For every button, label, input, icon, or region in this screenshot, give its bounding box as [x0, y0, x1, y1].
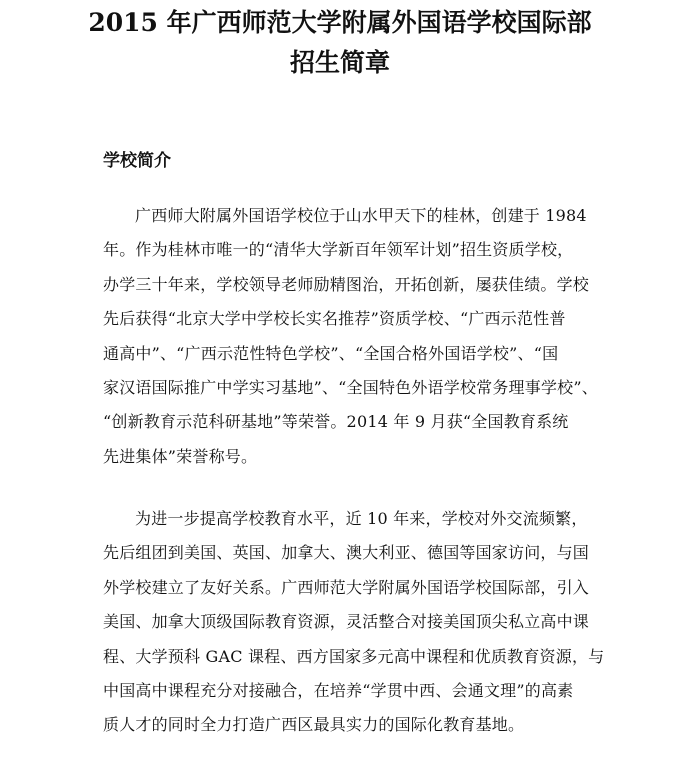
paragraph-line: 中国高中课程充分对接融合，在培养“学贯中西、会通文理”的高素 — [103, 680, 574, 700]
page-title: 2015 年广西师范大学附属外国语学校国际部 — [88, 8, 592, 37]
paragraph-line: 质人才的同时全力打造广西区最具实力的国际化教育基地。 — [103, 715, 525, 735]
paragraph-line: 美国、加拿大顶级国际教育资源，灵活整合对接美国顶尖私立高中课 — [103, 612, 590, 632]
paragraph-line: 程、大学预科 GAC 课程、西方国家多元高中课程和优质教育资源，与 — [103, 646, 605, 666]
paragraph-international-exchange — [103, 502, 605, 743]
paragraph-line: 为进一步提高学校教育水平，近 10 年来，学校对外交流频繁， — [135, 509, 588, 528]
paragraph-line: 通高中”、“广西示范性特色学校”、“全国合格外国语学校”、“国 — [103, 343, 559, 363]
paragraph-line: 外学校建立了友好关系。广西师范大学附属外国语学校国际部，引入 — [103, 577, 590, 597]
paragraph-line: 先后组团到美国、英国、加拿大、澳大利亚、德国等国家访问，与国 — [103, 543, 590, 563]
page-subtitle: 招生简章 — [289, 48, 390, 77]
paragraph-line: “创新教育示范科研基地”等荣誉。2014 年 9 月获“全国教育系统 — [103, 412, 569, 432]
paragraph-line: 广西师大附属外国语学校位于山水甲天下的桂林，创建于 1984 — [135, 206, 587, 225]
section-heading: 学校简介 — [103, 151, 171, 171]
paragraph-line: 家汉语国际推广中学实习基地”、“全国特色外语学校常务理事学校”、 — [103, 377, 598, 397]
paragraph-school-intro — [103, 199, 598, 474]
paragraph-line: 先进集体”荣誉称号。 — [103, 446, 258, 466]
paragraph-line: 年。作为桂林市唯一的“清华大学新百年领军计划”招生资质学校， — [103, 240, 574, 260]
paragraph-line: 先后获得“北京大学中学校长实名推荐”资质学校、“广西示范性普 — [103, 309, 566, 329]
paragraph-line: 办学三十年来，学校领导老师励精图治，开拓创新，屡获佳绩。学校 — [103, 274, 590, 294]
